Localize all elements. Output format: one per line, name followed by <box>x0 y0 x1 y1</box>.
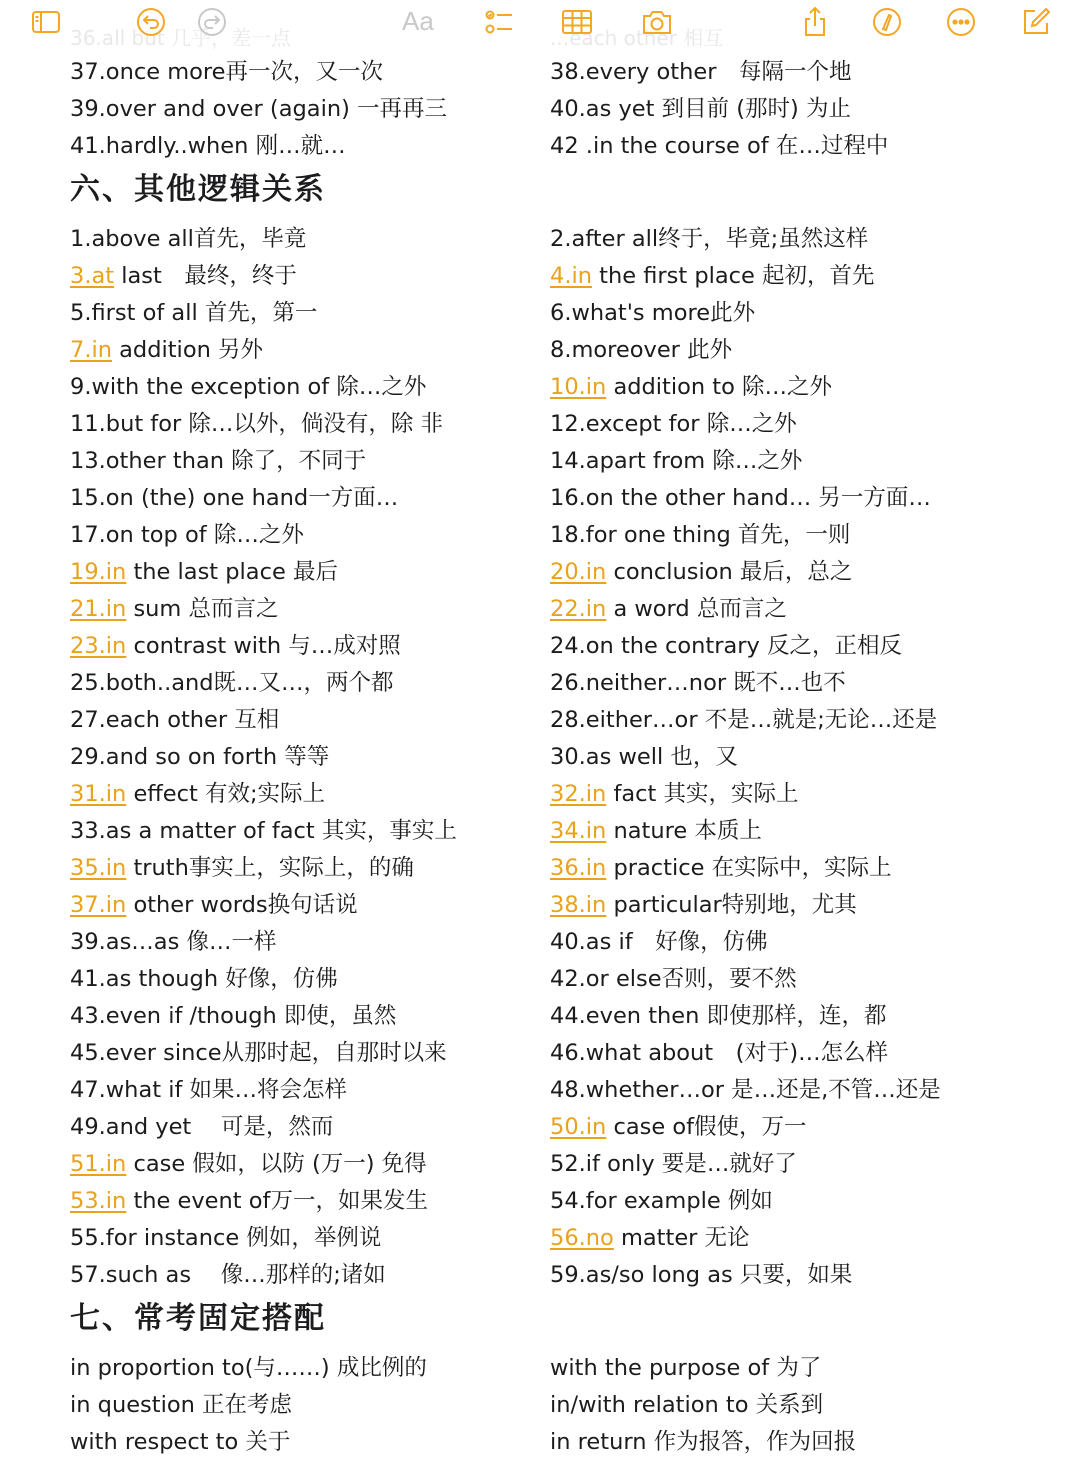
list-row <box>0 998 1080 1035</box>
entry-text: 11.but for 除…以外，倘没有，除 非 <box>70 411 444 437</box>
right-entry <box>550 1035 888 1072</box>
camera-icon[interactable] <box>637 4 677 40</box>
detected-link[interactable]: 36.in <box>550 855 607 881</box>
undo-icon[interactable] <box>131 4 171 40</box>
entry-text: over and over (again) 一再再三 <box>105 96 448 122</box>
list-row <box>0 1257 1080 1294</box>
list-row <box>0 665 1080 702</box>
entry-text: 6.what's more此外 <box>550 300 756 326</box>
entry-text: nature 本质上 <box>606 818 762 844</box>
left-entry <box>70 332 263 369</box>
note-body[interactable] <box>0 54 1080 1461</box>
entry-text: 40.as if 好像，仿佛 <box>550 929 768 955</box>
right-entry <box>550 591 787 628</box>
right-entry <box>550 776 799 813</box>
entry-text: case 假如，以防 (万一) 免得 <box>126 1151 427 1177</box>
right-entry <box>550 924 768 961</box>
detected-link[interactable]: 22.in <box>550 596 607 622</box>
detected-link[interactable]: 53.in <box>70 1188 127 1214</box>
list-row <box>0 813 1080 850</box>
entry-text: 26.neither…nor 既不…也不 <box>550 670 846 696</box>
left-entry <box>70 1424 290 1461</box>
left-entry <box>70 813 457 850</box>
notes-toolbar <box>0 0 1080 50</box>
entry-text: fact 其实，实际上 <box>606 781 799 807</box>
entry-text: addition 另外 <box>111 337 263 363</box>
entry-text: a word 总而言之 <box>606 596 787 622</box>
list-row <box>0 1183 1080 1220</box>
right-entry <box>550 1257 852 1294</box>
entry-text: 15.on (the) one hand一方面… <box>70 485 399 511</box>
list-row <box>0 1072 1080 1109</box>
list-row <box>0 628 1080 665</box>
detected-link[interactable]: 7.in <box>70 337 112 363</box>
left-entry <box>70 258 297 295</box>
entry-text: 14.apart from 除…之外 <box>550 448 803 474</box>
list-row <box>0 1424 1080 1461</box>
entry-text: with the purpose of 为了 <box>550 1355 822 1381</box>
left-entry <box>70 850 414 887</box>
entry-text: 57.such as 像…那样的;诸如 <box>70 1262 386 1288</box>
list-row <box>0 887 1080 924</box>
left-entry <box>70 1350 427 1387</box>
entry-text: 42.or else否则，要不然 <box>550 966 797 992</box>
entry-text: every other 每隔一个地 <box>585 59 852 85</box>
right-entry <box>550 998 887 1035</box>
list-row <box>0 739 1080 776</box>
left-entry <box>70 91 447 128</box>
left-entry <box>70 1387 292 1424</box>
left-entry <box>70 1035 447 1072</box>
right-entry <box>550 1220 750 1257</box>
detected-link[interactable]: 34.in <box>550 818 607 844</box>
list-row <box>0 258 1080 295</box>
right-entry <box>550 628 902 665</box>
left-entry <box>70 924 276 961</box>
entry-text: 41.as though 好像，仿佛 <box>70 966 338 992</box>
entry-text: 13.other than 除了，不同于 <box>70 448 367 474</box>
entry-text: 55.for instance 例如，举例说 <box>70 1225 382 1251</box>
entry-text: last 最终，终于 <box>114 263 297 289</box>
list-row <box>0 54 1080 91</box>
list-row <box>0 369 1080 406</box>
list-row <box>0 480 1080 517</box>
list-row <box>0 554 1080 591</box>
entry-text: 46.what about (对于)…怎么样 <box>550 1040 889 1066</box>
list-row <box>0 1109 1080 1146</box>
left-entry <box>70 665 394 702</box>
detected-link[interactable]: 51.in <box>70 1151 127 1177</box>
left-entry <box>70 1220 381 1257</box>
entry-text: sum 总而言之 <box>126 596 279 622</box>
right-entry <box>550 1424 856 1461</box>
entry-text: 12.except for 除…之外 <box>550 411 797 437</box>
entry-number: 40. <box>550 96 586 122</box>
left-entry <box>70 1257 386 1294</box>
section-5-tail <box>0 54 1080 165</box>
list-row <box>0 702 1080 739</box>
entry-text: 39.as…as 像…一样 <box>70 929 277 955</box>
entry-text: the last place 最后 <box>126 559 338 585</box>
entry-text: 43.even if /though 即使，虽然 <box>70 1003 397 1029</box>
entry-text: addition to 除…之外 <box>606 374 833 400</box>
markup-pen-icon[interactable] <box>867 4 907 40</box>
right-entry <box>550 665 846 702</box>
ghost-previous-line-left: 36.all but 几乎，差一点 <box>70 26 292 50</box>
left-entry <box>70 776 325 813</box>
right-entry <box>550 739 738 776</box>
entry-text: 2.after all终于，毕竟;虽然这样 <box>550 226 869 252</box>
table-icon[interactable] <box>557 4 597 40</box>
list-row <box>0 961 1080 998</box>
list-row <box>0 128 1080 165</box>
list-row <box>0 406 1080 443</box>
left-entry <box>70 295 317 332</box>
entry-text: 52.if only 要是…就好了 <box>550 1151 797 1177</box>
entry-text: case of假使，万一 <box>606 1114 807 1140</box>
entry-text: in return 作为报答，作为回报 <box>550 1429 857 1455</box>
entry-text: 29.and so on forth 等等 <box>70 744 330 770</box>
list-row <box>0 1387 1080 1424</box>
list-row <box>0 221 1080 258</box>
detected-link[interactable]: 4.in <box>550 263 592 289</box>
entry-text: 28.either…or 不是…就是;无论…还是 <box>550 707 938 733</box>
entry-text: the event of万一，如果发生 <box>126 1188 428 1214</box>
list-row <box>0 91 1080 128</box>
entry-text: effect 有效;实际上 <box>126 781 326 807</box>
list-row <box>0 776 1080 813</box>
right-entry <box>550 813 762 850</box>
entry-text: in/with relation to 关系到 <box>550 1392 824 1418</box>
right-entry <box>550 554 852 591</box>
entry-text: 9.with the exception of 除…之外 <box>70 374 427 400</box>
entry-text: practice 在实际中，实际上 <box>606 855 892 881</box>
entry-number: 38. <box>550 59 586 85</box>
left-entry <box>70 54 383 91</box>
right-entry <box>550 1350 821 1387</box>
entry-text: with respect to 关于 <box>70 1429 291 1455</box>
sidebar-icon[interactable] <box>26 4 66 40</box>
entry-text: 49.and yet 可是，然而 <box>70 1114 334 1140</box>
left-entry <box>70 406 443 443</box>
section-7-list <box>0 1350 1080 1461</box>
entry-text: contrast with 与…成对照 <box>126 633 401 659</box>
right-entry <box>550 258 875 295</box>
detected-link[interactable]: 56.no <box>550 1225 614 1251</box>
entry-text: 44.even then 即使那样，连，都 <box>550 1003 887 1029</box>
list-row <box>0 517 1080 554</box>
entry-text: 59.as/so long as 只要，如果 <box>550 1262 853 1288</box>
detected-link[interactable]: 37.in <box>70 892 127 918</box>
entry-text: 30.as well 也，又 <box>550 744 738 770</box>
detected-link[interactable]: 32.in <box>550 781 607 807</box>
detected-link[interactable]: 19.in <box>70 559 127 585</box>
list-row <box>0 1146 1080 1183</box>
entry-text: the first place 起初，首先 <box>591 263 875 289</box>
entry-number: 42 . <box>550 133 593 159</box>
entry-text: 5.first of all 首先，第一 <box>70 300 318 326</box>
left-entry <box>70 739 329 776</box>
entry-text: in the course of 在…过程中 <box>592 133 889 159</box>
left-entry <box>70 128 346 165</box>
share-icon[interactable] <box>795 4 835 40</box>
left-entry <box>70 1146 427 1183</box>
redo-icon[interactable] <box>192 4 232 40</box>
left-entry <box>70 1109 333 1146</box>
right-entry <box>550 480 931 517</box>
entry-text: 47.what if 如果…将会怎样 <box>70 1077 348 1103</box>
right-entry <box>550 1072 941 1109</box>
detected-link[interactable]: 38.in <box>550 892 607 918</box>
entry-text: 24.on the contrary 反之，正相反 <box>550 633 903 659</box>
right-entry <box>550 295 755 332</box>
detected-link[interactable]: 31.in <box>70 781 127 807</box>
right-entry <box>550 961 797 998</box>
entry-text: conclusion 最后，总之 <box>606 559 853 585</box>
right-entry <box>550 850 892 887</box>
entry-text: 48.whether…or 是…还是,不管…还是 <box>550 1077 941 1103</box>
entry-number: 39. <box>70 96 106 122</box>
entry-text: 54.for example 例如 <box>550 1188 773 1214</box>
left-entry <box>70 628 401 665</box>
left-entry <box>70 1183 428 1220</box>
entry-text: truth事实上，实际上，的确 <box>126 855 414 881</box>
entry-text: matter 无论 <box>613 1225 750 1251</box>
right-entry <box>550 332 732 369</box>
entry-text: 25.both..and既…又…，两个都 <box>70 670 394 696</box>
more-icon[interactable] <box>941 4 981 40</box>
right-entry <box>550 128 888 165</box>
section-7-title: 七、常考固定搭配 <box>70 1301 326 1336</box>
ghost-previous-line-right: ...each other 相互 <box>550 26 724 50</box>
entry-text: 33.as a matter of fact 其实，事实上 <box>70 818 457 844</box>
detected-link[interactable]: 20.in <box>550 559 607 585</box>
list-row <box>0 332 1080 369</box>
entry-text: 8.moreover 此外 <box>550 337 733 363</box>
left-entry <box>70 961 338 998</box>
right-entry <box>550 887 857 924</box>
left-entry <box>70 221 306 258</box>
entry-text: in question 正在考虑 <box>70 1392 293 1418</box>
entry-text: particular特别地，尤其 <box>606 892 857 918</box>
left-entry <box>70 369 426 406</box>
detected-link[interactable]: 10.in <box>550 374 607 400</box>
entry-text: other words换句话说 <box>126 892 358 918</box>
left-entry <box>70 591 279 628</box>
entry-text: as yet 到目前 (那时) 为止 <box>585 96 851 122</box>
section-6-title: 六、其他逻辑关系 <box>70 172 326 207</box>
left-entry <box>70 1072 347 1109</box>
detected-link[interactable]: 3.at <box>70 263 115 289</box>
entry-text: 17.on top of 除…之外 <box>70 522 304 548</box>
entry-text: once more再一次，又一次 <box>105 59 383 85</box>
left-entry <box>70 443 366 480</box>
entry-number: 41. <box>70 133 106 159</box>
entry-number: 37. <box>70 59 106 85</box>
entry-text: 27.each other 互相 <box>70 707 280 733</box>
section-6-list <box>0 221 1080 1294</box>
right-entry <box>550 369 832 406</box>
entry-text: 45.ever since从那时起，自那时以来 <box>70 1040 447 1066</box>
right-entry <box>550 702 937 739</box>
detected-link[interactable]: 23.in <box>70 633 127 659</box>
left-entry <box>70 702 279 739</box>
left-entry <box>70 998 396 1035</box>
entry-text: 18.for one thing 首先，一则 <box>550 522 851 548</box>
right-entry <box>550 91 851 128</box>
entry-text: hardly..when 刚…就… <box>105 133 346 159</box>
detected-link[interactable]: 50.in <box>550 1114 607 1140</box>
list-row <box>0 295 1080 332</box>
detected-link[interactable]: 35.in <box>70 855 127 881</box>
list-row <box>0 1220 1080 1257</box>
right-entry <box>550 221 868 258</box>
right-entry <box>550 517 850 554</box>
detected-link[interactable]: 21.in <box>70 596 127 622</box>
left-entry <box>70 517 304 554</box>
right-entry <box>550 1387 823 1424</box>
right-entry <box>550 406 797 443</box>
right-entry <box>550 443 802 480</box>
left-entry <box>70 887 358 924</box>
right-entry <box>550 1109 807 1146</box>
list-row <box>0 1035 1080 1072</box>
entry-text: in proportion to(与……) 成比例的 <box>70 1355 427 1381</box>
left-entry <box>70 480 398 517</box>
list-row <box>0 591 1080 628</box>
right-entry <box>550 1183 773 1220</box>
compose-icon[interactable] <box>1016 4 1056 40</box>
right-entry <box>550 1146 797 1183</box>
checklist-icon[interactable] <box>479 4 519 40</box>
list-row <box>0 850 1080 887</box>
entry-text: 16.on the other hand… 另一方面… <box>550 485 931 511</box>
list-row <box>0 1350 1080 1387</box>
list-row <box>0 443 1080 480</box>
left-entry <box>70 554 338 591</box>
entry-text: 1.above all首先，毕竟 <box>70 226 307 252</box>
list-row <box>0 924 1080 961</box>
right-entry <box>550 54 851 91</box>
text-format-icon[interactable]: Aa <box>402 6 434 36</box>
